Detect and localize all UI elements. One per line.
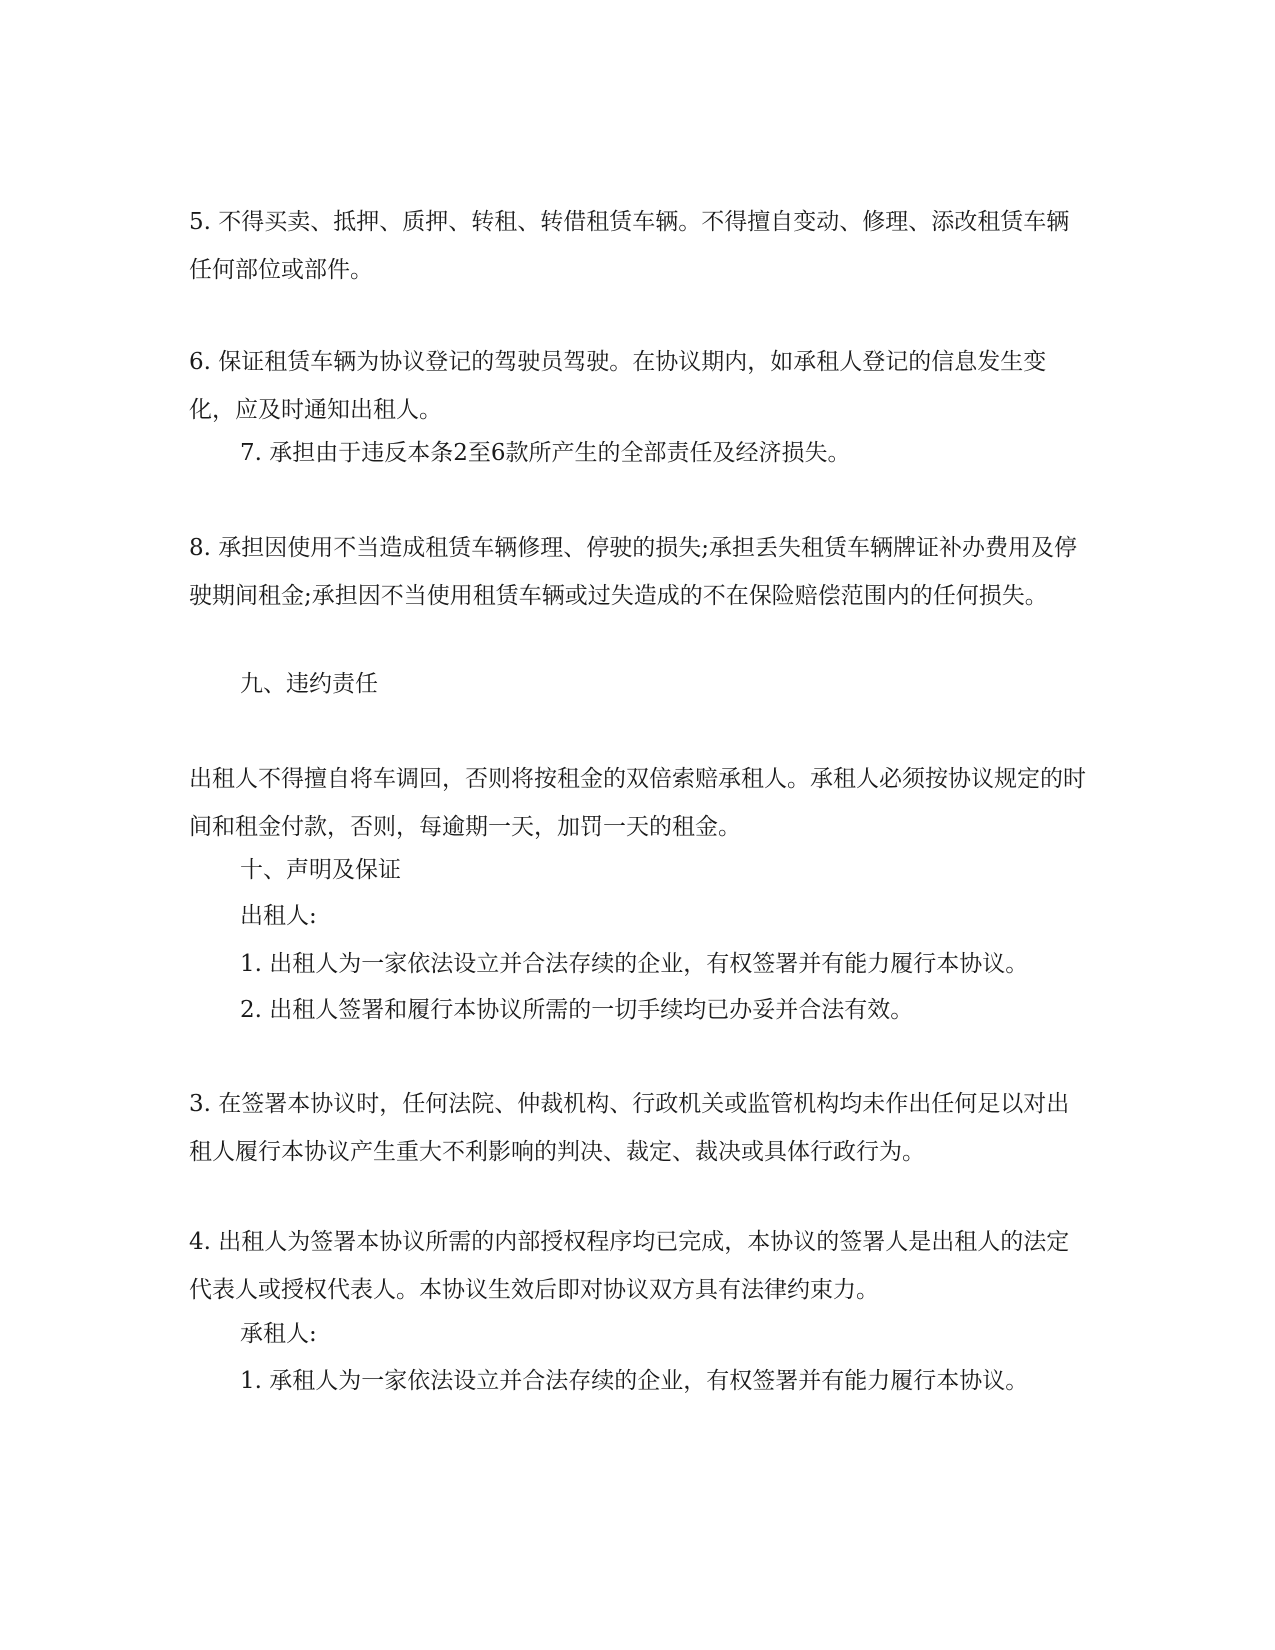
- clause-8: 8. 承担因使用不当造成租赁车辆修理、停驶的损失;承担丢失租赁车辆牌证补办费用及停驶期间租金;承担因不当使用租赁车辆或过失造成的不在保险赔偿范围内的任何损失。: [189, 535, 1078, 609]
- lessee-label: 承租人:: [240, 1321, 317, 1347]
- breach-clause: 出租人不得擅自将车调回，否则将按租金的双倍索赔承租人。承租人必须按协议规定的时间和租金付款，否则，每逾期一天，加罚一天的租金。: [189, 766, 1086, 840]
- lessor-clause-3: 3. 在签署本协议时，任何法院、仲裁机构、行政机关或监管机构均未作出任何足以对出租人履行本协议产生重大不利影响的判决、裁定、裁决或具体行政行为。: [189, 1091, 1070, 1165]
- clause-6: 6. 保证租赁车辆为协议登记的驾驶员驾驶。在协议期内，如承租人登记的信息发生变化，应及时通知出租人。: [189, 349, 1047, 423]
- lessee-clause-1: 1. 承租人为一家依法设立并合法存续的企业，有权签署并有能力履行本协议。: [240, 1368, 1029, 1394]
- section-heading-warranties: 十、声明及保证: [240, 857, 401, 883]
- lessor-clause-1: 1. 出租人为一家依法设立并合法存续的企业，有权签署并有能力履行本协议。: [240, 951, 1029, 977]
- lessor-clause-4: 4. 出租人为签署本协议所需的内部授权程序均已完成，本协议的签署人是出租人的法定代表人或授权代表人。本协议生效后即对协议双方具有法律约束力。: [189, 1229, 1070, 1303]
- clause-5: 5. 不得买卖、抵押、质押、转租、转借租赁车辆。不得擅自变动、修理、添改租赁车辆任何部位或部件。: [189, 209, 1070, 283]
- lessor-clause-2: 2. 出租人签署和履行本协议所需的一切手续均已办妥并合法有效。: [240, 997, 914, 1023]
- section-heading-breach: 九、违约责任: [240, 671, 378, 697]
- lessor-label: 出租人:: [240, 903, 317, 929]
- clause-7: 7. 承担由于违反本条2至6款所产生的全部责任及经济损失。: [240, 440, 851, 466]
